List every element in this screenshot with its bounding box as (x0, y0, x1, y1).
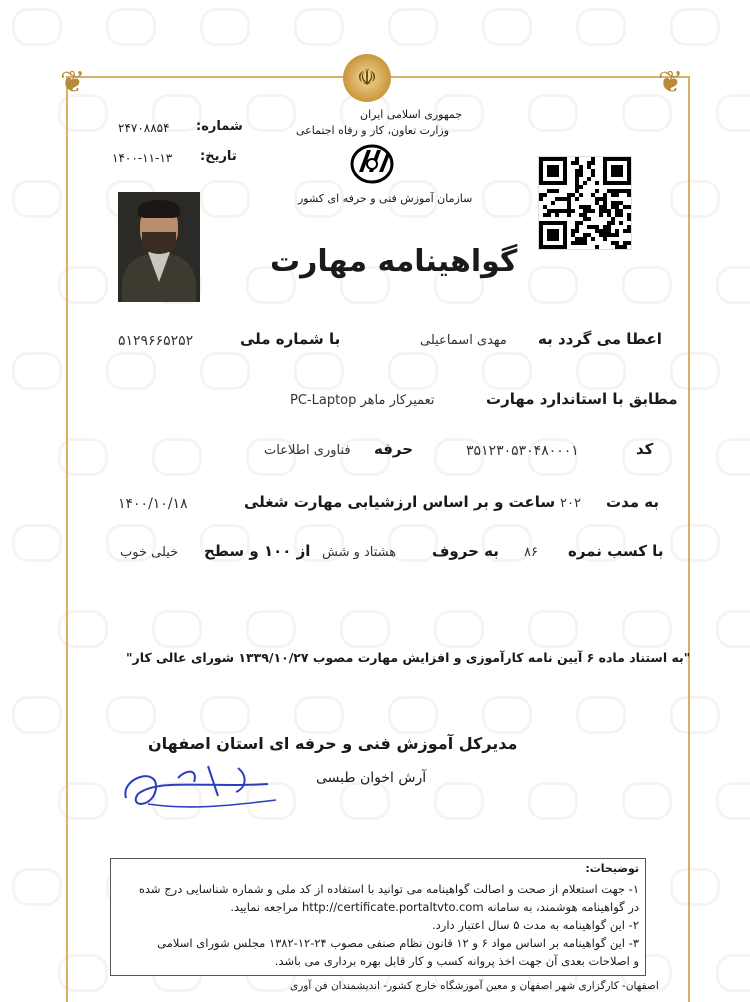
corner-ornament-right: ❦ (658, 65, 684, 100)
out-of-label: از ۱۰۰ و سطح (204, 542, 311, 560)
footer-text: اصفهان- کارگزاری شهر اصفهان و معین آموزشگاه خارج کشور- اندیشمندان فن آوری (290, 980, 659, 992)
notes-line-5: و اصلاحات بعدی آن جهت اخذ پروانه کسب و کار قابل بهره برداری می باشد. (274, 954, 639, 968)
profession-label: حرفه (374, 440, 414, 458)
score-value: ۸۶ (524, 545, 538, 560)
words-label: به حروف (432, 542, 499, 560)
holder-photo (118, 192, 200, 302)
qr-code-icon (538, 156, 632, 250)
handwritten-signature (118, 758, 288, 818)
iran-emblem-icon: ☫ (343, 54, 391, 102)
number-value: ۲۴۷۰۸۸۵۴ (118, 121, 170, 135)
code-value: ۳۵۱۲۳۰۵۳۰۴۸۰۰۰۱ (466, 443, 579, 459)
decree-text: "به استناد ماده ۶ آیین نامه کارآموزی و افزایش مهارت مصوب ۱۳۳۹/۱۰/۲۷ شورای عالی کار" (126, 650, 691, 665)
granted-value: مهدی اسماعیلی (420, 333, 507, 348)
header-organization: سازمان آموزش فنی و حرفه ای کشور (298, 192, 473, 205)
national-id-label: با شماره ملی (240, 330, 341, 348)
notes-line-3: ۲- این گواهینامه به مدت ۵ سال اعتبار دارد. (432, 918, 639, 932)
exam-date: ۱۴۰۰/۱۰/۱۸ (118, 496, 188, 512)
signatory-title: مدیرکل آموزش فنی و حرفه ای استان اصفهان (148, 734, 518, 753)
tvto-logo-icon (345, 142, 399, 186)
profession-value: فناوری اطلاعات (264, 443, 351, 458)
standard-label: مطابق با استاندارد مهارت (486, 390, 678, 408)
granted-label: اعطا می گردد به (538, 330, 662, 348)
duration-value: ۲۰۲ (560, 496, 581, 511)
header-republic: جمهوری اسلامی ایران (360, 108, 463, 121)
score-label: با کسب نمره (568, 542, 664, 560)
date-label: تاریخ: (200, 149, 237, 164)
date-value: ۱۴۰۰-۱۱-۱۳ (112, 151, 173, 165)
duration-suffix: ساعت و بر اساس ارزشیابی مهارت شغلی (244, 493, 556, 511)
notes-box (110, 858, 646, 976)
certificate-title: گواهینامه مهارت (270, 244, 518, 279)
notes-line-1: ۱- جهت استعلام از صحت و اصالت گواهینامه می توانید با استفاده از کد ملی و شماره شناسایی درج شده (138, 882, 639, 896)
signatory-name: آرش اخوان طبسی (316, 770, 427, 786)
notes-line-4: ۳- این گواهینامه بر اساس مواد ۶ و ۱۲ قانون نظام صنفی مصوب ۲۴-۱۲-۱۳۸۲ مجلس شورای اسلامی (157, 936, 639, 950)
notes-heading: توضیحات: (585, 862, 639, 875)
corner-ornament-left: ❦ (60, 65, 86, 100)
standard-value: تعمیرکار ماهر PC-Laptop (290, 393, 435, 408)
level-value: خیلی خوب (120, 545, 179, 560)
code-label: کد (636, 440, 654, 458)
number-label: شماره: (196, 119, 243, 134)
notes-line-2: در گواهینامه هوشمند، به سامانه http://certificate.portaltvto.com مراجعه نمایید. (230, 900, 639, 914)
duration-label: به مدت (606, 493, 659, 511)
words-value: هشتاد و شش (322, 545, 397, 560)
header-ministry: وزارت تعاون، کار و رفاه اجتماعی (296, 124, 450, 137)
national-id-value: ۵۱۲۹۶۶۵۲۵۲ (118, 333, 194, 349)
